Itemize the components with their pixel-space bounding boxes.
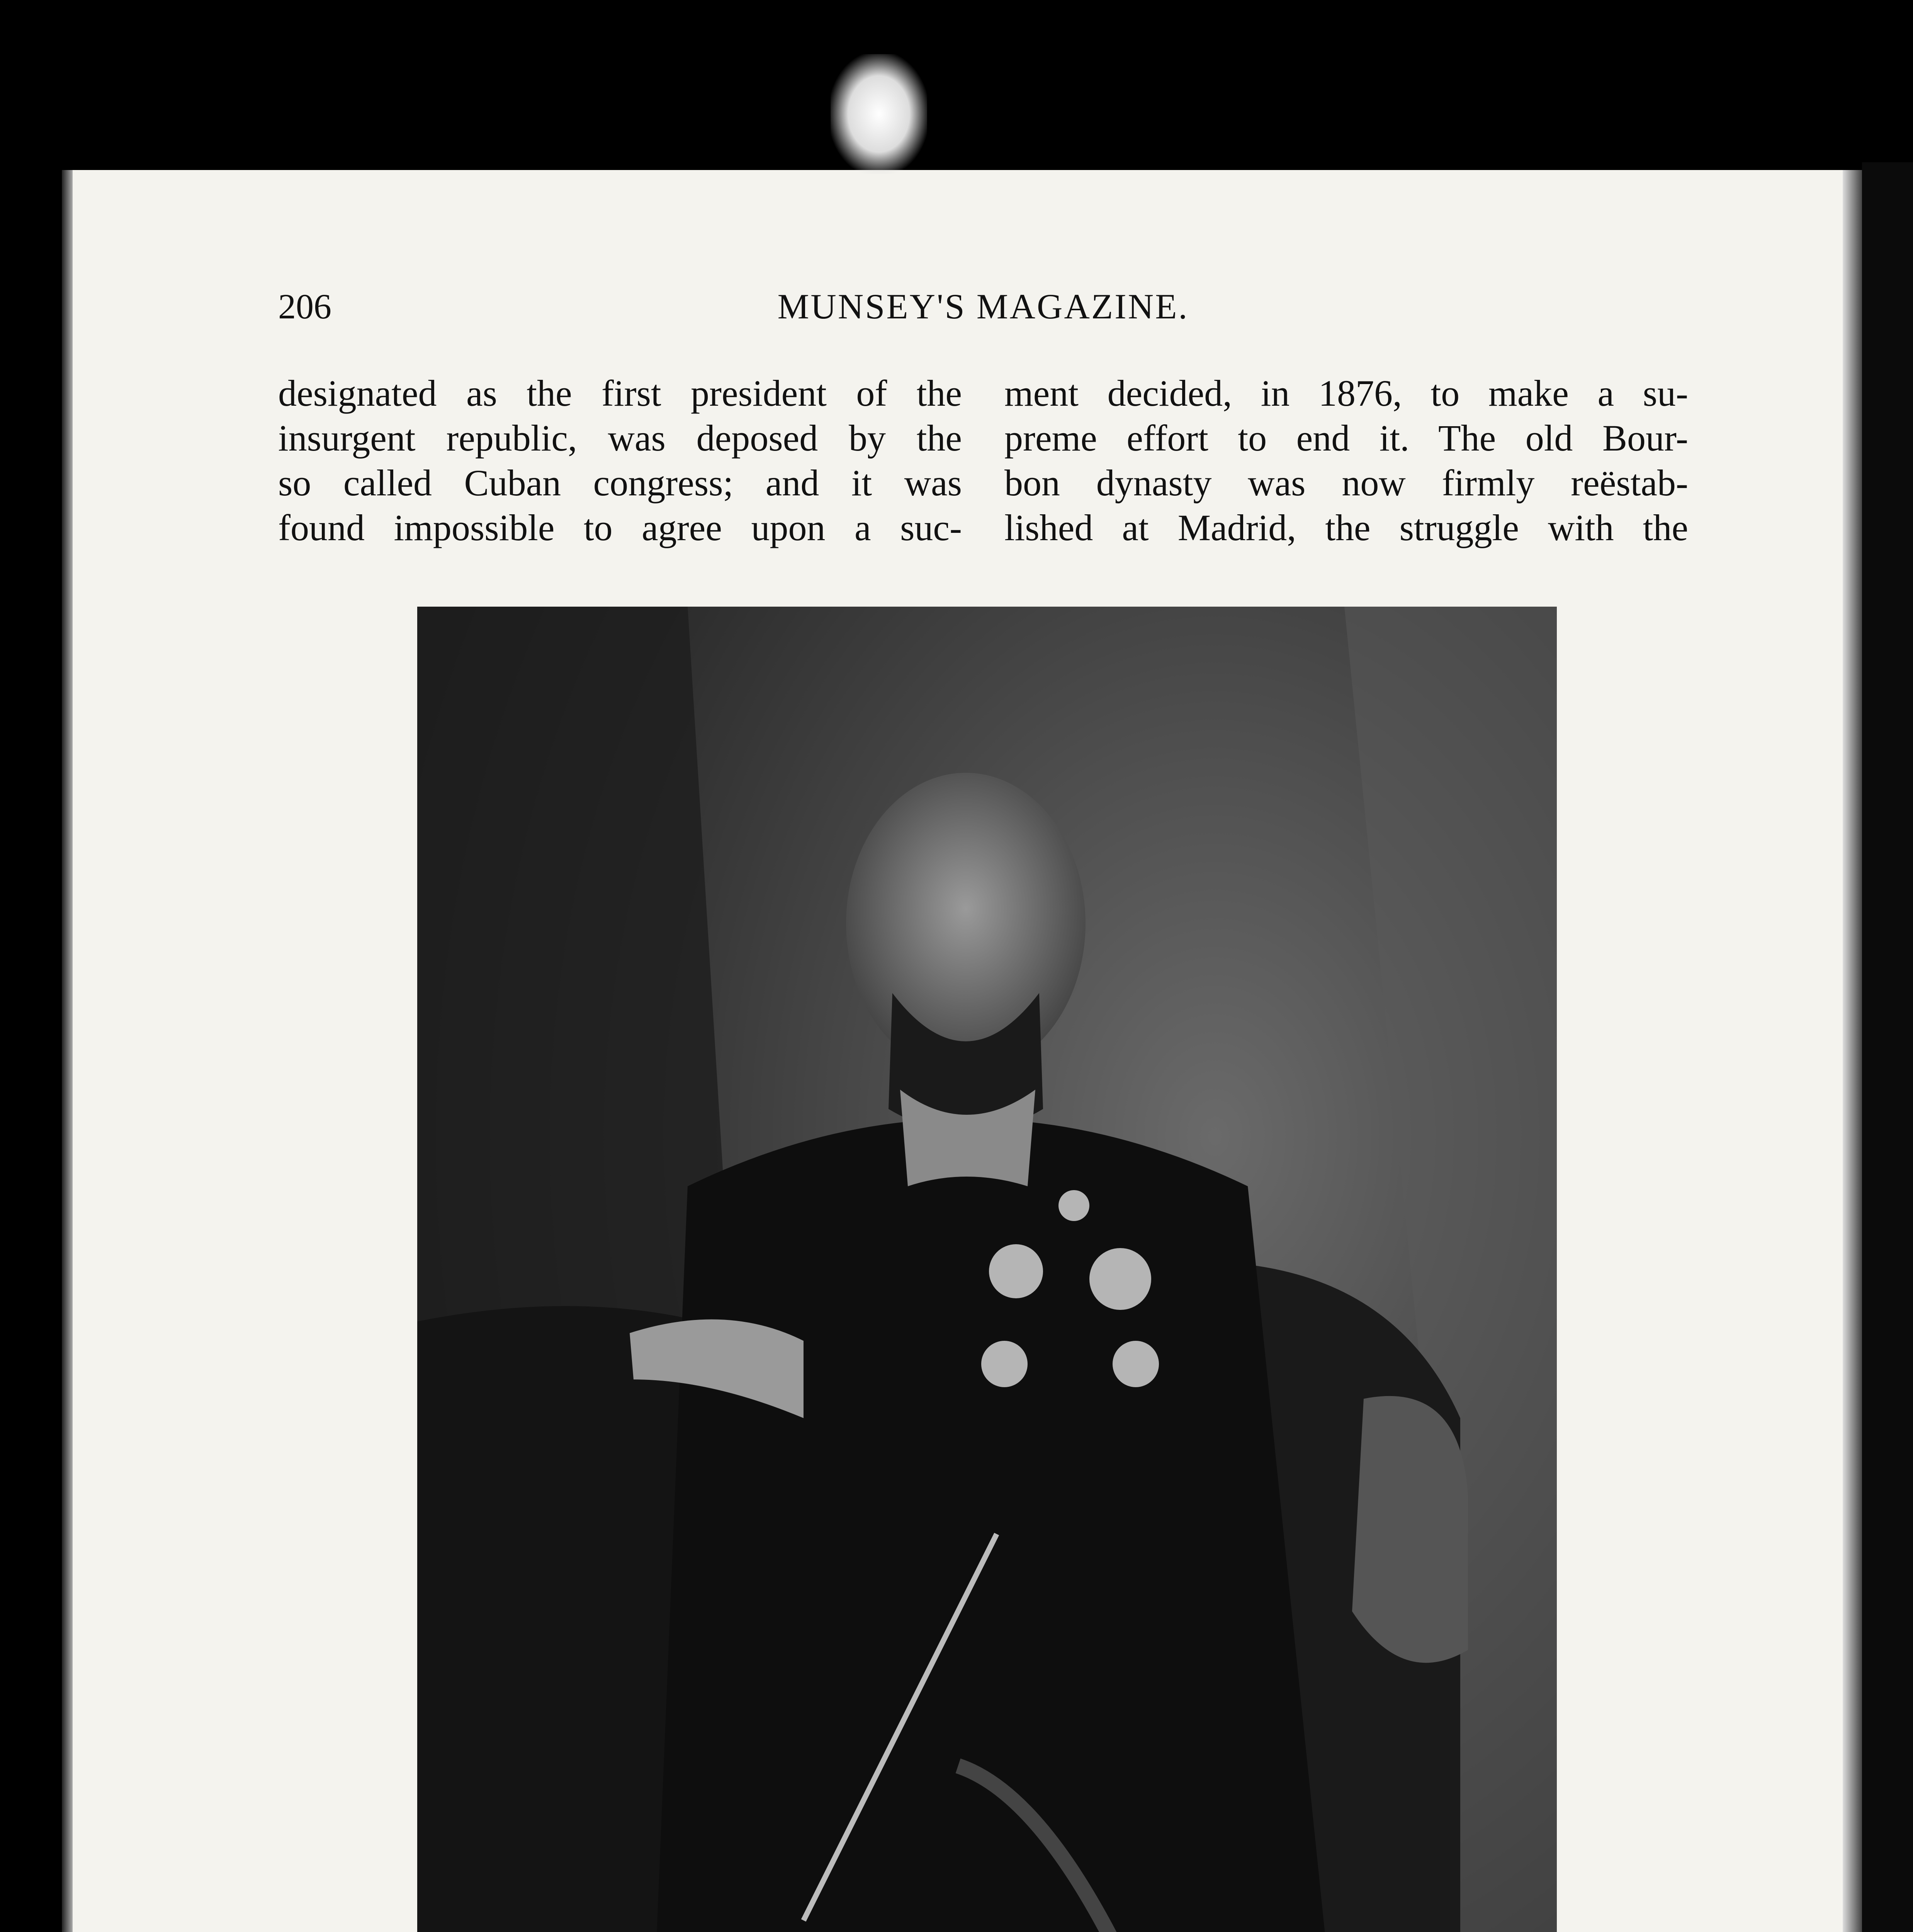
page-edge-left bbox=[62, 170, 73, 1932]
column-top-left bbox=[278, 371, 962, 550]
portrait-illustration bbox=[417, 607, 1557, 1932]
text-line: designated as the first president of the bbox=[278, 372, 962, 414]
page-edge-right bbox=[1843, 170, 1862, 1932]
running-head: MUNSEY'S MAGAZINE. bbox=[777, 287, 1189, 326]
column-top-right bbox=[1004, 371, 1688, 550]
text-line: preme effort to end it. The old Bour- bbox=[1004, 417, 1688, 459]
page-header bbox=[278, 286, 1688, 344]
page-number: 206 bbox=[278, 287, 331, 326]
text-line: ment decided, in 1876, to make a su- bbox=[1004, 372, 1688, 414]
text-line: found impossible to agree upon a suc- bbox=[278, 507, 962, 548]
text-line: lished at Madrid, the struggle with the bbox=[1004, 507, 1688, 548]
book-binding bbox=[1862, 162, 1913, 1932]
portrait-photograph bbox=[417, 607, 1557, 1932]
text-line: insurgent republic, was deposed by the bbox=[278, 417, 962, 459]
tape-mark bbox=[831, 54, 927, 174]
text-line: bon dynasty was now firmly reëstab- bbox=[1004, 462, 1688, 503]
text-line: so called Cuban congress; and it was bbox=[278, 462, 962, 503]
